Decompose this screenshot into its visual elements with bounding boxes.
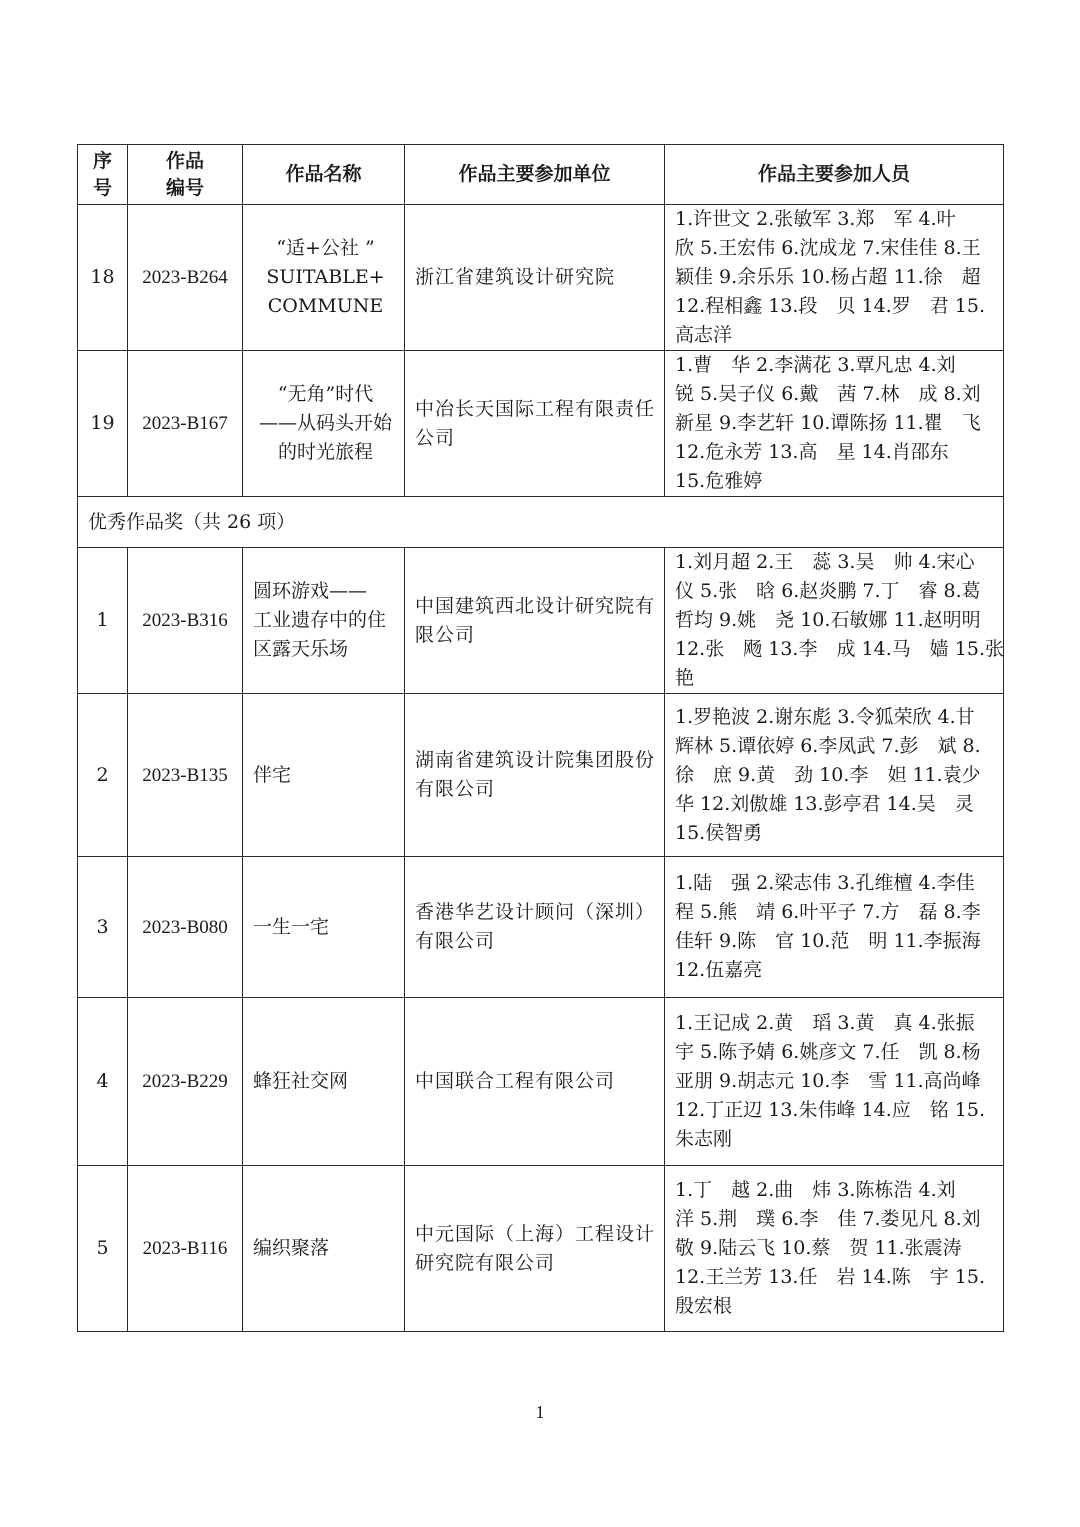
row-title: 编织聚落 xyxy=(243,1166,405,1332)
row-title: 蜂狂社交网 xyxy=(243,998,405,1166)
section-title: 优秀作品奖（共 26 项） xyxy=(78,497,1004,548)
row-unit: 中国建筑西北设计研究院有 限公司 xyxy=(405,548,665,694)
row-code: 2023-B116 xyxy=(128,1166,243,1332)
row-people: 1.曹 华 2.李满花 3.覃凡忠 4.刘 锐 5.吴子仪 6.戴 茜 7.林 成 8.刘 新星 9.李艺轩 10.谭陈扬 11.瞿 飞 12.危永芳 13.高 星 14.肖邵东 15.危雅婷 xyxy=(665,351,1004,497)
row-index: 2 xyxy=(78,694,128,857)
row-people: 1.罗艳波 2.谢东彪 3.令狐荣欣 4.甘 辉林 5.谭依婷 6.李凤武 7.彭 斌 8. 徐 庶 9.黄 劲 10.李 妲 11.袁少 华 12.刘傲雄 13.彭亭君 14.吴 灵 15.侯智勇 xyxy=(665,694,1004,857)
row-index: 19 xyxy=(78,351,128,497)
row-index: 5 xyxy=(78,1166,128,1332)
table-row xyxy=(78,1166,1004,1332)
row-title: 一生一宅 xyxy=(243,857,405,998)
row-index: 18 xyxy=(78,205,128,351)
row-code: 2023-B264 xyxy=(128,205,243,351)
table-row xyxy=(78,857,1004,998)
header-people: 作品主要参加人员 xyxy=(665,145,1004,205)
table-row xyxy=(78,351,1004,497)
row-code: 2023-B316 xyxy=(128,548,243,694)
row-code: 2023-B167 xyxy=(128,351,243,497)
row-title: 伴宅 xyxy=(243,694,405,857)
row-unit: 中国联合工程有限公司 xyxy=(405,998,665,1166)
row-unit: 浙江省建筑设计研究院 xyxy=(405,205,665,351)
row-title: 圆环游戏—— 工业遗存中的住 区露天乐场 xyxy=(243,548,405,694)
row-code: 2023-B080 xyxy=(128,857,243,998)
header-unit: 作品主要参加单位 xyxy=(405,145,665,205)
row-people: 1.丁 越 2.曲 炜 3.陈栋浩 4.刘 洋 5.荆 璞 6.李 佳 7.娄见凡 8.刘 敬 9.陆云飞 10.蔡 贺 11.张震涛 12.王兰芳 13.任 岩 14.陈 宇 15. 殷宏根 xyxy=(665,1166,1004,1332)
header-code: 作品 编号 xyxy=(128,145,243,205)
row-people: 1.陆 强 2.梁志伟 3.孔维檀 4.李佳 程 5.熊 靖 6.叶平子 7.方 磊 8.李 佳轩 9.陈 官 10.范 明 11.李振海 12.伍嘉亮 xyxy=(665,857,1004,998)
row-index: 1 xyxy=(78,548,128,694)
awards-table xyxy=(77,144,1004,1332)
table-row xyxy=(78,205,1004,351)
header-row xyxy=(78,145,1004,205)
section-row xyxy=(78,497,1004,548)
row-unit: 湖南省建筑设计院集团股份 有限公司 xyxy=(405,694,665,857)
table-row xyxy=(78,998,1004,1166)
row-title: “无角”时代 ——从码头开始 的时光旅程 xyxy=(243,351,405,497)
row-people: 1.刘月超 2.王 蕊 3.吴 帅 4.宋心 仪 5.张 晗 6.赵炎鹏 7.丁 睿 8.葛 哲均 9.姚 尧 10.石敏娜 11.赵明明 12.张 飏 13.李 成 14.马 嫱 15.张 艳 xyxy=(665,548,1004,694)
row-index: 3 xyxy=(78,857,128,998)
header-idx: 序 号 xyxy=(78,145,128,205)
row-unit: 中冶长天国际工程有限责任 公司 xyxy=(405,351,665,497)
row-code: 2023-B229 xyxy=(128,998,243,1166)
row-title: “适+公社 ” SUITABLE+ COMMUNE xyxy=(243,205,405,351)
row-index: 4 xyxy=(78,998,128,1166)
row-unit: 中元国际（上海）工程设计 研究院有限公司 xyxy=(405,1166,665,1332)
table-row xyxy=(78,548,1004,694)
row-unit: 香港华艺设计顾问（深圳） 有限公司 xyxy=(405,857,665,998)
header-name: 作品名称 xyxy=(243,145,405,205)
table-row xyxy=(78,694,1004,857)
page-number: 1 xyxy=(535,1402,545,1422)
row-code: 2023-B135 xyxy=(128,694,243,857)
row-people: 1.许世文 2.张敏军 3.郑 军 4.叶 欣 5.王宏伟 6.沈成龙 7.宋佳佳 8.王 颖佳 9.余乐乐 10.杨占超 11.徐 超 12.程相鑫 13.段 贝 14.罗 君 15. 高志洋 xyxy=(665,205,1004,351)
row-people: 1.王记成 2.黄 瑫 3.黄 真 4.张振 宇 5.陈予婧 6.姚彦文 7.任 凯 8.杨 亚朋 9.胡志元 10.李 雪 11.高尚峰 12.丁正辺 13.朱伟峰 14.应 铭 15. 朱志刚 xyxy=(665,998,1004,1166)
